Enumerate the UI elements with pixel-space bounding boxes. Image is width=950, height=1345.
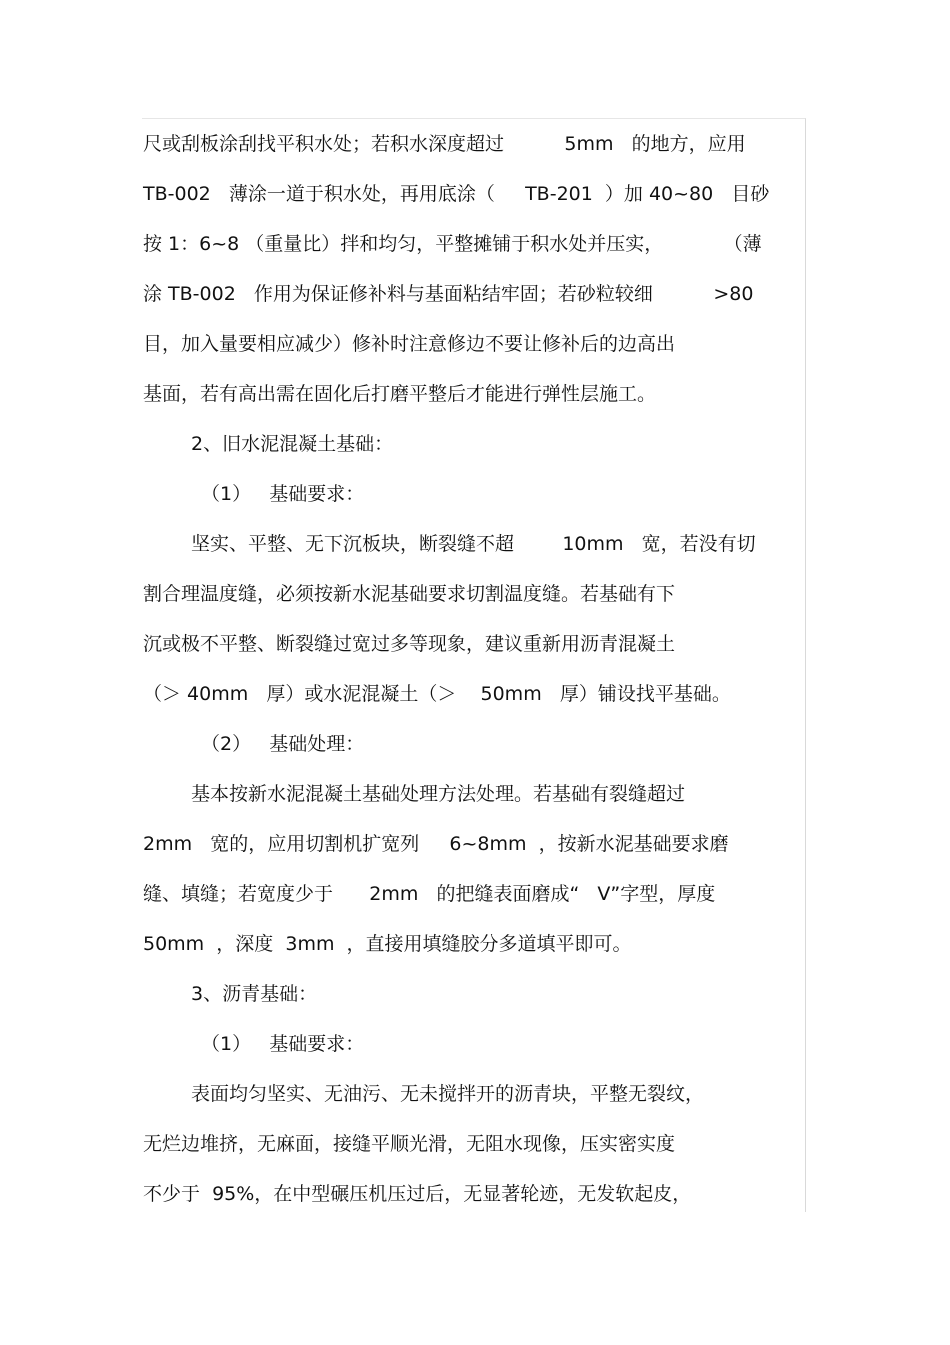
- text-line: 2mm 宽的，应用切割机扩宽列 6~8mm ，按新水泥基础要求磨: [143, 833, 729, 855]
- text-line: 沉或极不平整、断裂缝过宽过多等现象，建议重新用沥青混凝土: [143, 633, 676, 655]
- text-line: 表面均匀坚实、无油污、无未搅拌开的沥青块，平整无裂纹，: [191, 1083, 705, 1105]
- subsection-heading: （1） 基础要求：: [201, 1033, 365, 1055]
- text-line: 尺或刮板涂刮找平积水处；若积水深度超过 5mm 的地方，应用: [143, 133, 746, 155]
- subsection-heading: （2） 基础处理：: [201, 733, 365, 755]
- text-line: 坚实、平整、无下沉板块，断裂缝不超 10mm 宽，若没有切: [191, 533, 756, 555]
- text-line: TB-002 薄涂一道于积水处，再用底涂（ TB-201 ）加 40~80 目砂: [143, 183, 770, 205]
- subsection-heading: （1） 基础要求：: [201, 483, 365, 505]
- text-line: 不少于 95%，在中型碾压机压过后，无显著轮迹，无发软起皮，: [143, 1183, 692, 1205]
- text-line: （＞ 40mm 厚）或水泥混凝土（＞ 50mm 厚）铺设找平基础。: [143, 683, 731, 705]
- section-heading: 3、沥青基础：: [191, 983, 318, 1005]
- text-line: 缝、填缝；若宽度少于 2mm 的把缝表面磨成“ V”字型，厚度: [143, 883, 716, 905]
- text-line: 目，加入量要相应减少）修补时注意修边不要让修补后的边高出: [143, 333, 676, 355]
- text-line: 基本按新水泥混凝土基础处理方法处理。若基础有裂缝超过: [191, 783, 686, 805]
- text-line: 割合理温度缝，必须按新水泥基础要求切割温度缝。若基础有下: [143, 583, 676, 605]
- text-line: 基面，若有高出需在固化后打磨平整后才能进行弹性层施工。: [143, 383, 657, 405]
- text-line: 无烂边堆挤，无麻面，接缝平顺光滑，无阻水现像，压实密实度: [143, 1133, 676, 1155]
- text-line: 50mm ，深度 3mm ，直接用填缝胶分多道填平即可。: [143, 933, 632, 955]
- section-heading: 2、旧水泥混凝土基础：: [191, 433, 394, 455]
- text-line: 涂 TB-002 作用为保证修补料与基面粘结牢固；若砂粒较细 >80: [143, 283, 754, 305]
- text-line: 按 1：6~8 （重量比）拌和均匀，平整摊铺于积水处并压实， （薄: [143, 233, 762, 255]
